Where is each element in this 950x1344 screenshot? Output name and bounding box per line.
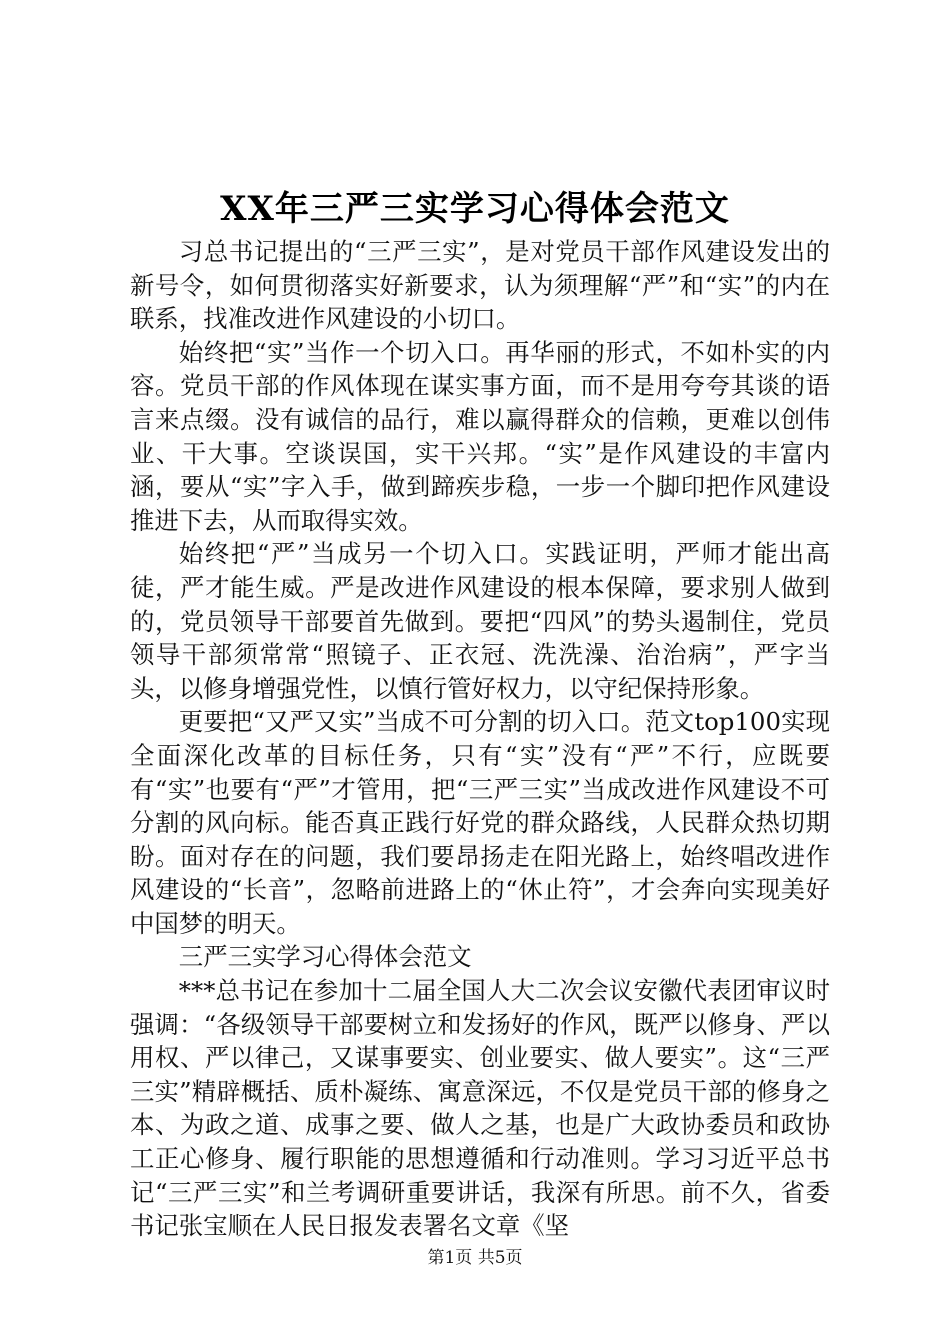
- paragraph-5: ***总书记在参加十二届全国人大二次会议安徽代表团审议时强调：“各级领导干部要树立和发扬好的作风，既严以修身、严以用权、严以律己，又谋事要实、创业要实、做人要实”。这“三严三实”精辟概括、质朴凝练、寓意深远，不仅是党员干部的修身之本、为政之道、成事之要、做人之基，也是广大政协委员和政协工正心修身、履行职能的思想遵循和行动准则。学习习近平总书记“三严三实”和兰考调研重要讲话，我深有所思。前不久，省委书记张宝顺在人民日报发表署名文章《坚: [130, 976, 830, 1241]
- paragraph-2: 始终把“实”当作一个切入口。再华丽的形式，不如朴实的内容。党员干部的作风体现在谋实事方面，而不是用夸夸其谈的语言来点缀。没有诚信的品行，难以赢得群众的信赖，更难以创伟业、干大事。空谈误国，实干兴邦。“实”是作风建设的丰富内涵，要从“实”字入手，做到蹄疾步稳，一步一个脚印把作风建设推进下去，从而取得实效。: [130, 337, 830, 535]
- page-footer: 第1页 共5页: [427, 1248, 523, 1268]
- document-body: [130, 235, 830, 1243]
- document-title: XX年三严三实学习心得体会范文: [220, 189, 730, 229]
- section-subtitle: 三严三实学习心得体会范文: [178, 942, 472, 972]
- paragraph-4: 更要把“又严又实”当成不可分割的切入口。范文top100实现全面深化改革的目标任务，只有“实”没有“严”不行，应既要有“实”也要有“严”才管用，把“三严三实”当成改进作风建设不可分割的风向标。能否真正践行好党的群众路线，人民群众热切期盼。面对存在的问题，我们要昂扬走在阳光路上，始终唱改进作风建设的“长音”，忽略前进路上的“休止符”，才会奔向实现美好中国梦的明天。: [130, 707, 830, 938]
- paragraph-3: 始终把“严”当成另一个切入口。实践证明，严师才能出高徒，严才能生威。严是改进作风建设的根本保障，要求别人做到的，党员领导干部要首先做到。要把“四风”的势头遏制住，党员领导干部须常常“照镜子、正衣冠、洗洗澡、治治病”，严字当头，以修身增强党性，以慎行管好权力，以守纪保持形象。: [130, 539, 830, 703]
- paragraph-1: 习总书记提出的“三严三实”，是对党员干部作风建设发出的新号令，如何贯彻落实好新要求，认为须理解“严”和“实”的内在联系，找准改进作风建设的小切口。: [130, 237, 830, 334]
